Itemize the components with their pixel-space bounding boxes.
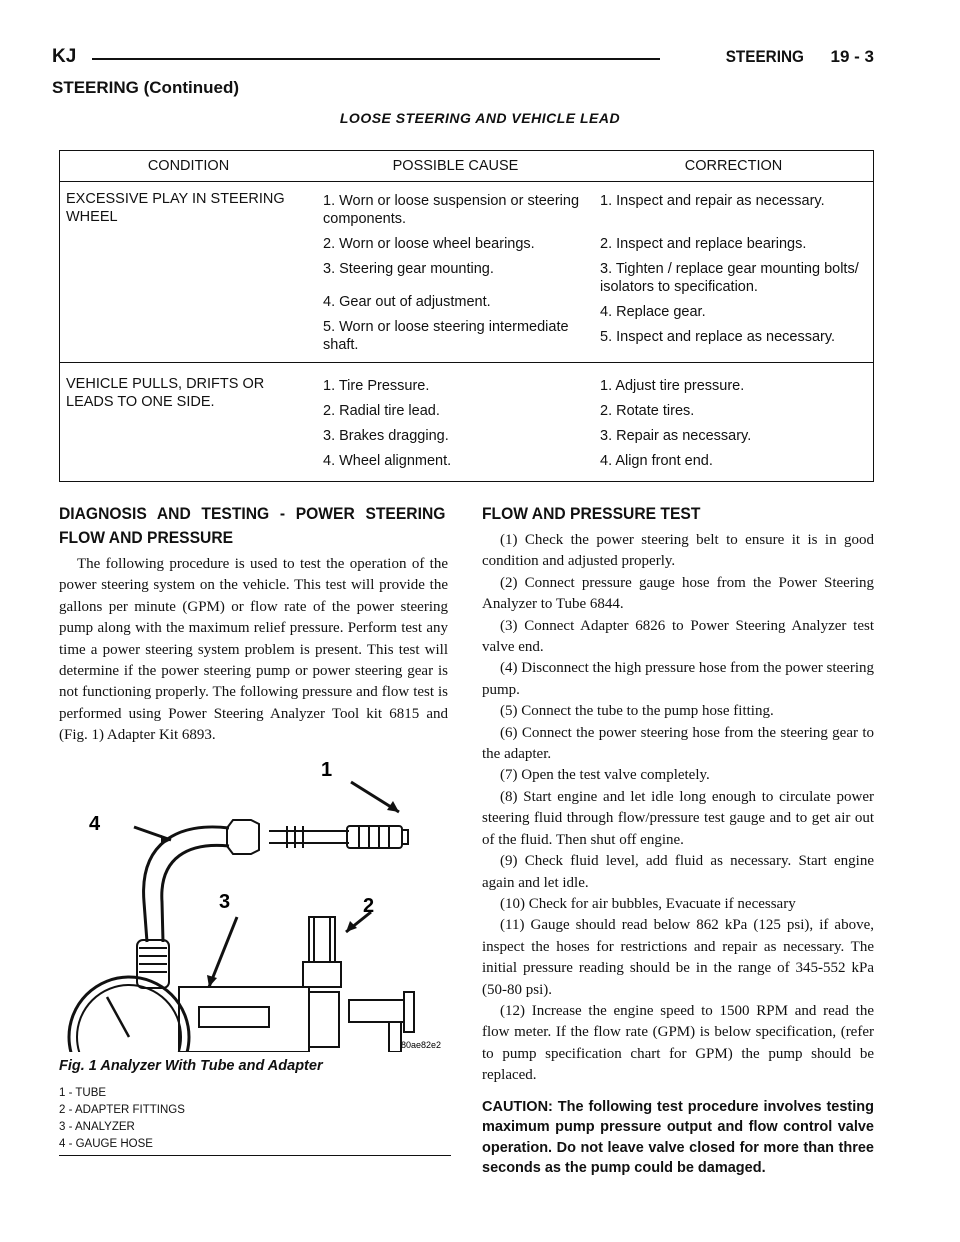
- cause-cell: [317, 363, 594, 482]
- header-rule: [92, 58, 660, 60]
- correction-item: 5. Inspect and replace as necessary.: [600, 329, 836, 345]
- column-header: POSSIBLE CAUSE: [317, 151, 594, 182]
- correction-item: 2. Rotate tires.: [600, 403, 695, 419]
- correction-item: 3. Tighten / replace gear mounting bolts/ isolators to specification.: [600, 261, 859, 295]
- adapter-fitting: [309, 917, 335, 962]
- procedure-step: (3) Connect Adapter 6826 to Power Steering Analyzer test valve end.: [482, 617, 874, 656]
- page-header: [52, 44, 874, 74]
- correction-item: 3. Repair as necessary.: [600, 428, 752, 444]
- legend-item: 1 - TUBE: [59, 1087, 107, 1099]
- correction-item: 4. Replace gear.: [600, 304, 706, 320]
- right-column: [482, 502, 874, 1179]
- intro-paragraph: The following procedure is used to test the operation of the power steering system on the vehicle. This test will provide the gallons per minute (GPM) or flow rate of the power steering pump along with the maximum relief pressure. Perform test any time a power steering system problem is present. This test will determine if the power steering pump or power steering gear is not functioning properly. The following pressure and flow test is performed using Power Steering Analyzer Tool kit 6815 and (Fig. 1) Adapter Kit 6893.: [59, 556, 448, 744]
- column-header: CORRECTION: [594, 151, 874, 182]
- legend-item: 2 - ADAPTER FITTINGS: [59, 1104, 185, 1116]
- procedure-step: (2) Connect pressure gauge hose from the Power Steering Analyzer to Tube 6844.: [482, 574, 874, 613]
- correction-cell: [594, 182, 874, 363]
- cause-item: 4. Wheel alignment.: [323, 453, 452, 469]
- tube-line: [269, 831, 349, 843]
- legend-item: 4 - GAUGE HOSE: [59, 1138, 153, 1150]
- diagnosis-table: [59, 150, 874, 482]
- hose-coupling: [227, 820, 259, 854]
- figure-code: 80ae82e2: [401, 1040, 442, 1050]
- left-column: [59, 502, 448, 747]
- procedure-step: (11) Gauge should read below 862 kPa (125 psi), if above, inspect the hoses for restrictions and repair as necessary. The initial pressure reading should be in the range of 345-552 kPa (50-80 psi).: [482, 917, 874, 998]
- cause-item: 1. Tire Pressure.: [323, 378, 430, 394]
- continued-title: STEERING (Continued): [52, 78, 239, 97]
- cause-item: 2. Radial tire lead.: [323, 403, 440, 419]
- callout-2: 2: [363, 895, 375, 917]
- procedure-step: (12) Increase the engine speed to 1500 RPM and read the flow meter. If the flow rate (GPM) is below specification, (refer to pump specification chart for GPM) the pump should be replaced.: [482, 1002, 874, 1084]
- procedure-step: (9) Check fluid level, add fluid as necessary. Start engine again and let idle.: [482, 853, 874, 891]
- procedure-step: (5) Connect the tube to the pump hose fitting.: [500, 703, 774, 720]
- correction-item: 1. Adjust tire pressure.: [600, 378, 745, 394]
- tube-fitting: [347, 826, 402, 848]
- header-section: STEERING: [725, 47, 804, 66]
- procedure-step: (1) Check the power steering belt to ensure it is in good condition and adjusted properly.: [482, 532, 874, 570]
- condition-cell: VEHICLE PULLS, DRIFTS OR LEADS TO ONE SIDE.: [66, 376, 265, 410]
- procedure-step: (7) Open the test valve completely.: [500, 767, 710, 784]
- procedure-step: (8) Start engine and let idle long enough to circulate power steering fluid through flow/pressure test gauge and to get air out of the fluid. Then shut off engine.: [482, 788, 874, 848]
- legend-item: 3 - ANALYZER: [59, 1121, 135, 1133]
- cause-item: 4. Gear out of adjustment.: [323, 294, 491, 310]
- cause-item: 2. Worn or loose wheel bearings.: [323, 236, 535, 252]
- table-row: [60, 182, 874, 363]
- figure-caption: Fig. 1 Analyzer With Tube and Adapter: [59, 1058, 323, 1074]
- column-header: CONDITION: [60, 151, 318, 182]
- correction-item: 2. Inspect and replace bearings.: [600, 236, 807, 252]
- procedure-step: (4) Disconnect the high pressure hose from the power steering pump.: [482, 660, 874, 698]
- cause-item: 3. Brakes dragging.: [323, 428, 449, 444]
- cause-item: 3. Steering gear mounting.: [323, 261, 494, 277]
- cause-cell: [317, 182, 594, 363]
- analyzer-illustration: [59, 752, 451, 1052]
- correction-cell: [594, 363, 874, 482]
- procedure-step: (10) Check for air bubbles, Evacuate if necessary: [500, 895, 796, 912]
- legend-rule: [59, 1155, 451, 1156]
- table-title: LOOSE STEERING AND VEHICLE LEAD: [339, 110, 621, 126]
- gauge-dial: [69, 977, 189, 1052]
- condition-cell: EXCESSIVE PLAY IN STEERING WHEEL: [66, 191, 285, 225]
- callout-1: 1: [321, 759, 333, 781]
- table-header-row: [60, 151, 874, 182]
- correction-item: 1. Inspect and repair as necessary.: [600, 193, 825, 209]
- callout-4: 4: [89, 813, 101, 835]
- section-heading: DIAGNOSIS AND TESTING - POWER STEERING FLOW AND PRESSURE: [59, 504, 446, 547]
- section-heading: FLOW AND PRESSURE TEST: [482, 504, 701, 523]
- figure-legend: [59, 1085, 451, 1156]
- header-page-number: 19 - 3: [830, 47, 874, 66]
- header-model-code: KJ: [52, 46, 77, 67]
- table-row: [60, 363, 874, 482]
- correction-item: 4. Align front end.: [600, 453, 713, 469]
- cause-item: 5. Worn or loose steering intermediate shaft.: [323, 319, 569, 353]
- caution-note: CAUTION: The following test procedure involves testing maximum pump pressure output and flow control valve operation. Do not leave valve closed for more than three seconds as the pump could be damaged.: [482, 1098, 874, 1177]
- procedure-step: (6) Connect the power steering hose from the steering gear to the adapter.: [482, 724, 874, 763]
- cause-item: 1. Worn or loose suspension or steering components.: [323, 193, 580, 227]
- callout-3: 3: [219, 891, 231, 913]
